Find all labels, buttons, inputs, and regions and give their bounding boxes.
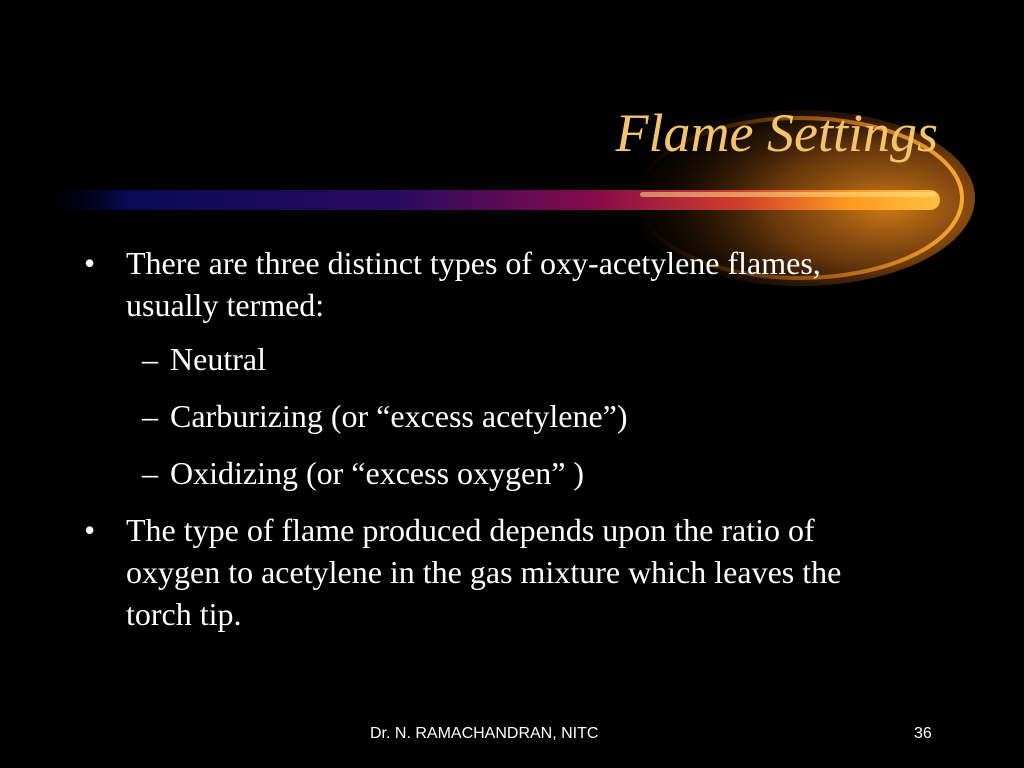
sub-item	[84, 452, 884, 494]
sub-item-text: Oxidizing (or “excess oxygen” )	[170, 455, 585, 491]
slide-body	[84, 242, 884, 647]
bullet-marker: •	[84, 245, 96, 281]
footer-author: Dr. N. RAMACHANDRAN, NITC	[370, 725, 599, 742]
sub-item-text: Carburizing (or “excess acetylene”)	[170, 398, 628, 434]
bullet-item	[84, 509, 884, 635]
bullet-marker: •	[84, 512, 96, 548]
page-number: 36	[914, 725, 932, 742]
dash-marker: –	[142, 398, 158, 434]
slide-title: Flame Settings	[615, 103, 938, 163]
dash-marker: –	[142, 341, 158, 377]
sub-item	[84, 395, 884, 437]
dash-marker: –	[142, 455, 158, 491]
bullet-text: There are three distinct types of oxy-acetylene flames, usually termed:	[126, 245, 821, 323]
sub-item	[84, 338, 884, 380]
bullet-item	[84, 242, 884, 326]
sub-item-text: Neutral	[170, 341, 266, 377]
gradient-bar-highlight	[640, 192, 936, 197]
bullet-text: The type of flame produced depends upon the ratio of oxygen to acetylene in the gas mixture which leaves the torch tip.	[126, 512, 842, 632]
sub-list	[84, 338, 884, 494]
